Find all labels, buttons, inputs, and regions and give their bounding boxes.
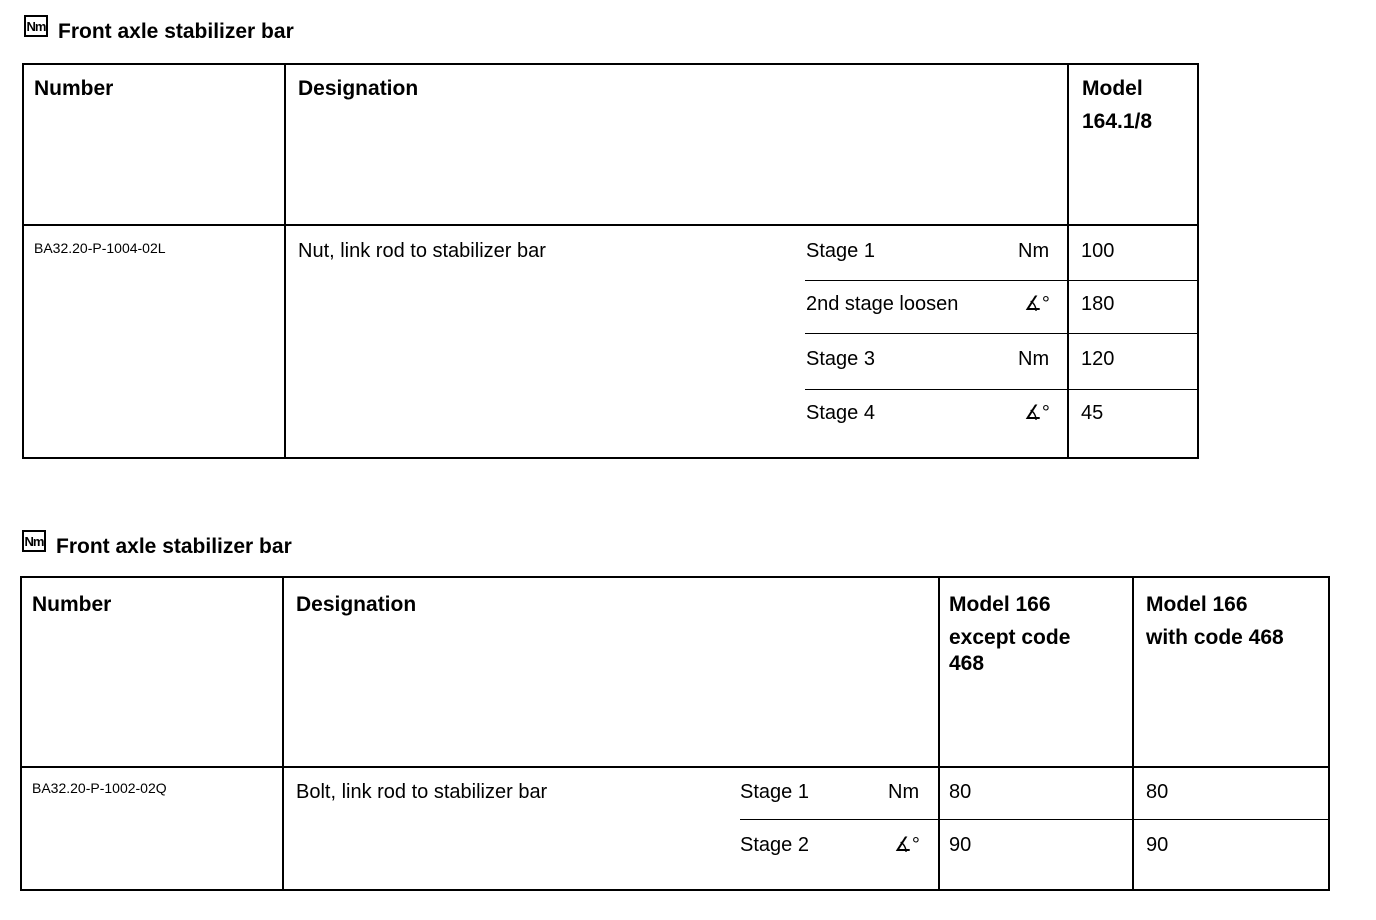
torque-table-2 xyxy=(20,576,1330,891)
section-2-title-text: Front axle stabilizer bar xyxy=(56,535,292,558)
part-number: BA32.20-P-1004-02L xyxy=(34,240,166,256)
section-2-title xyxy=(22,535,292,559)
section-1-title xyxy=(24,20,294,44)
section-1-title-text: Front axle stabilizer bar xyxy=(58,20,294,43)
part-number: BA32.20-P-1002-02Q xyxy=(32,780,167,796)
angle-unit-icon: ∡° xyxy=(1024,293,1050,315)
torque-nm-icon: Nm xyxy=(24,15,48,37)
torque-value: 120 xyxy=(1081,348,1115,370)
stage-label: Stage 2 xyxy=(740,834,809,856)
header-model: Model xyxy=(1082,77,1143,100)
torque-value-a: 90 xyxy=(949,834,972,856)
header-designation: Designation xyxy=(296,593,417,616)
header-number: Number xyxy=(32,593,112,616)
torque-value-b: 90 xyxy=(1146,834,1169,856)
torque-nm-icon: Nm xyxy=(22,530,46,552)
header-model-a-line2: except code xyxy=(949,626,1071,649)
unit-nm: Nm xyxy=(888,781,920,803)
torque-table-1 xyxy=(22,63,1199,459)
torque-value: 100 xyxy=(1081,240,1115,262)
torque-value-a: 80 xyxy=(949,781,972,803)
header-number: Number xyxy=(34,77,114,100)
angle-unit-icon: ∡° xyxy=(1024,402,1050,424)
angle-unit-icon: ∡° xyxy=(894,834,920,856)
header-model-b-line2: with code 468 xyxy=(1146,626,1284,649)
stage-label: 2nd stage loosen xyxy=(806,293,959,315)
stage-label: Stage 1 xyxy=(806,240,875,262)
torque-value-b: 80 xyxy=(1146,781,1169,803)
header-model-a: Model 166 xyxy=(949,593,1051,616)
header-designation: Designation xyxy=(298,77,419,100)
unit-nm: Nm xyxy=(1018,240,1050,262)
stage-label: Stage 1 xyxy=(740,781,809,803)
stage-label: Stage 4 xyxy=(806,402,875,424)
unit-nm: Nm xyxy=(1018,348,1050,370)
torque-value: 180 xyxy=(1081,293,1115,315)
torque-value: 45 xyxy=(1081,402,1104,424)
header-model-a-line3: 468 xyxy=(949,652,985,675)
stage-label: Stage 3 xyxy=(806,348,875,370)
header-model-code: 164.1/8 xyxy=(1082,110,1153,133)
part-designation: Bolt, link rod to stabilizer bar xyxy=(296,781,548,803)
part-designation: Nut, link rod to stabilizer bar xyxy=(298,240,546,262)
header-model-b: Model 166 xyxy=(1146,593,1248,616)
